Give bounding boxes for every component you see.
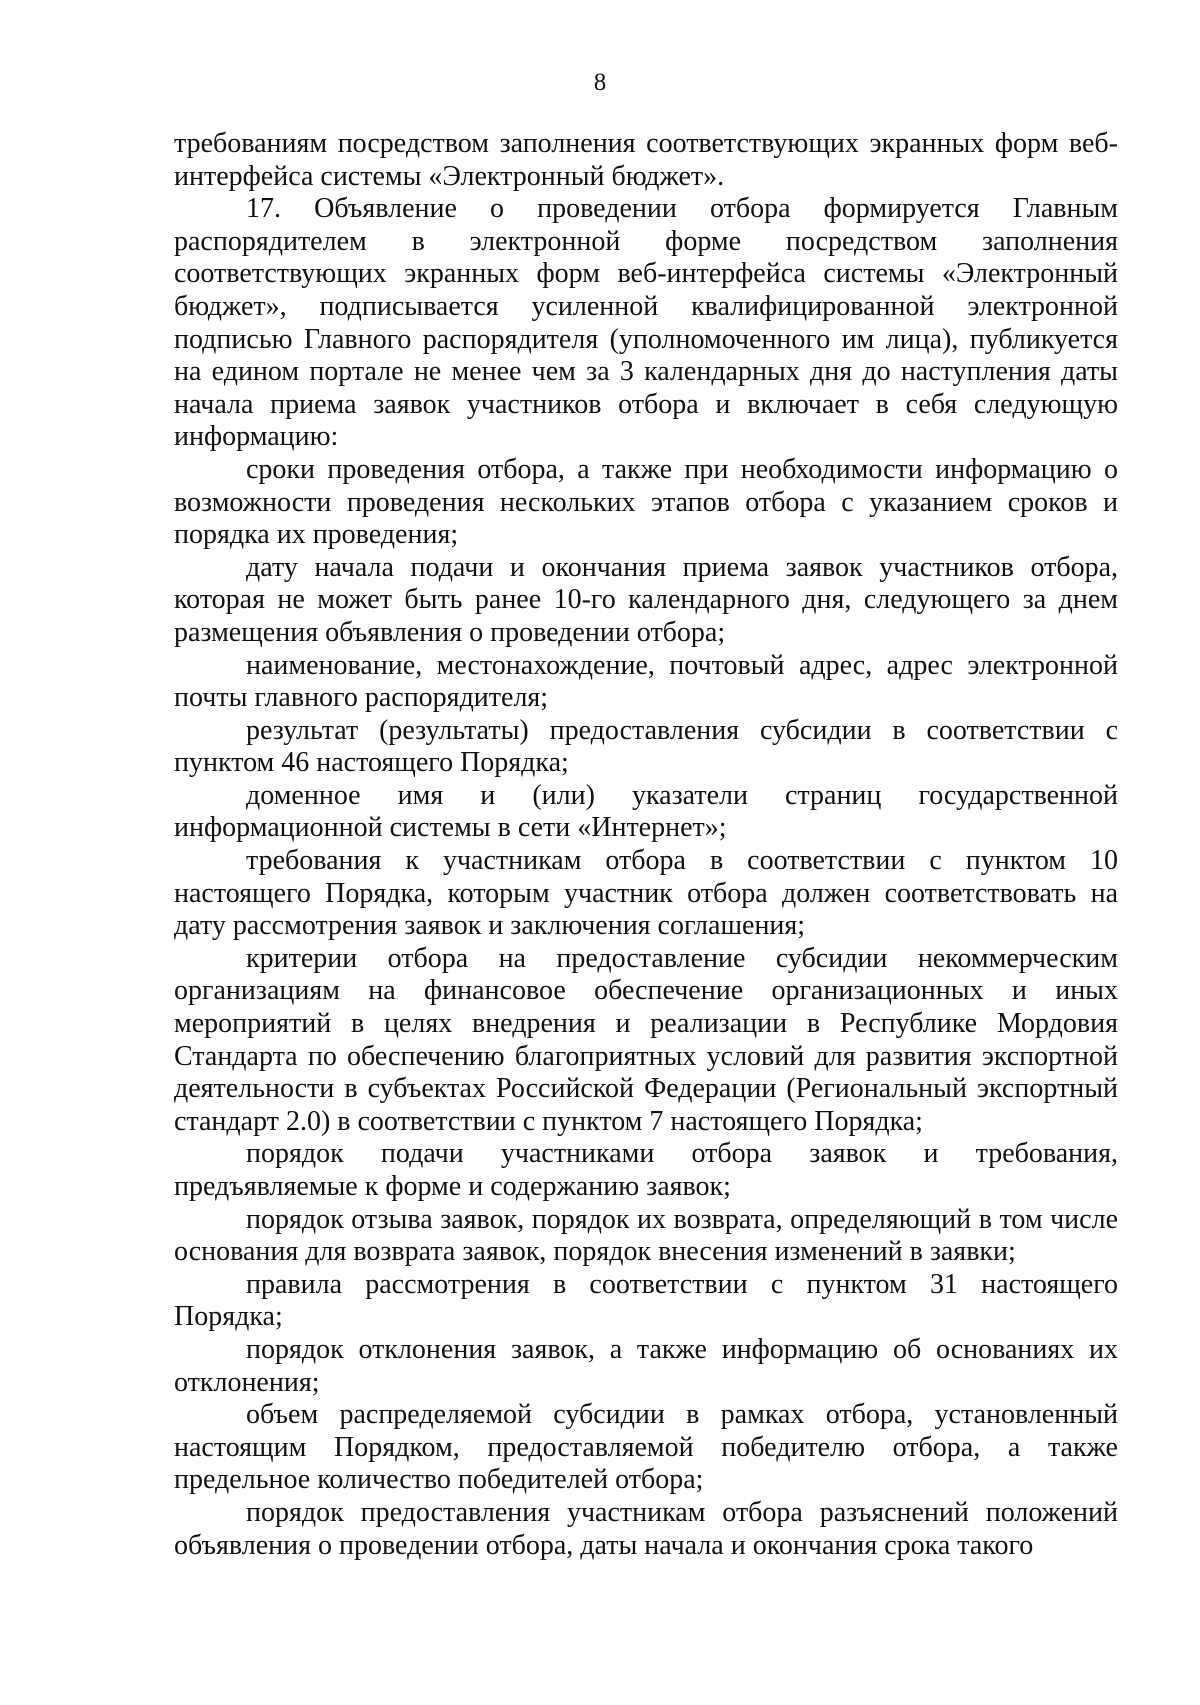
list-item-subsidy-volume: объем распределяемой субсидии в рамках отбора, установленный настоящим Порядком, предоставляемой победителю отбора, а также предельное количество победителей отбора; bbox=[174, 1399, 1118, 1496]
list-item-application-dates: дату начала подачи и окончания приема заявок участников отбора, которая не может быть ранее 10-го календарного дня, следующего за днем размещения объявления о проведении отбора; bbox=[174, 551, 1118, 648]
paragraph-item-17: 17. Объявление о проведении отбора формируется Главным распорядителем в электронной форме посредством заполнения соответствующих экранных форм веб-интерфейса системы «Электронный бюджет», подписывается усиленной квалифицированной электронной подписью Главного распорядителя (уполномоченного им лица), публикуется на едином портале не менее чем за 3 календарных дня до наступления даты начала приема заявок участников отбора и включает в себя следующую информацию: bbox=[174, 193, 1118, 453]
page-number: 8 bbox=[593, 69, 607, 96]
list-item-withdrawal-procedure: порядок отзыва заявок, порядок их возврата, определяющий в том числе основания для возврата заявок, порядок внесения изменений в заявки; bbox=[174, 1203, 1118, 1268]
list-item-rejection-procedure: порядок отклонения заявок, а также информацию об основаниях их отклонения; bbox=[174, 1333, 1118, 1398]
list-item-participant-requirements: требования к участникам отбора в соответствии с пунктом 10 настоящего Порядка, которым участник отбора должен соответствовать на дату рассмотрения заявок и заключения соглашения; bbox=[174, 845, 1118, 942]
list-item-selection-dates: сроки проведения отбора, а также при необходимости информацию о возможности проведения нескольких этапов отбора с указанием сроков и порядка их проведения; bbox=[174, 453, 1118, 551]
list-item-clarifications: порядок предоставления участникам отбора разъяснений положений объявления о проведении отбора, даты начала и окончания срока такого bbox=[174, 1496, 1118, 1561]
document-body bbox=[174, 128, 1118, 1562]
list-item-domain-name: доменное имя и (или) указатели страниц государственной информационной системы в сети «Интернет»; bbox=[174, 779, 1118, 844]
list-item-submission-procedure: порядок подачи участниками отбора заявок и требования, предъявляемые к форме и содержанию заявок; bbox=[174, 1138, 1118, 1202]
list-item-distributor-contacts: наименование, местонахождение, почтовый адрес, адрес электронной почты главного распорядителя; bbox=[174, 649, 1118, 714]
list-item-subsidy-result: результат (результаты) предоставления субсидии в соответствии с пунктом 46 настоящего Порядка; bbox=[174, 714, 1118, 779]
list-item-review-rules: правила рассмотрения в соответствии с пунктом 31 настоящего Порядка; bbox=[174, 1268, 1118, 1333]
paragraph-continuation: требованиям посредством заполнения соответствующих экранных форм веб-интерфейса системы «Электронный бюджет». bbox=[174, 128, 1118, 192]
list-item-selection-criteria: критерии отбора на предоставление субсидии некоммерческим организациям на финансовое обеспечение организационных и иных мероприятий в целях внедрения и реализации в Республике Мордовия Стандарта по обеспечению благоприятных условий для развития экспортной деятельности в субъектах Российской Федерации (Региональный экспортный стандарт 2.0) в соответствии с пунктом 7 настоящего Порядка; bbox=[174, 942, 1118, 1137]
